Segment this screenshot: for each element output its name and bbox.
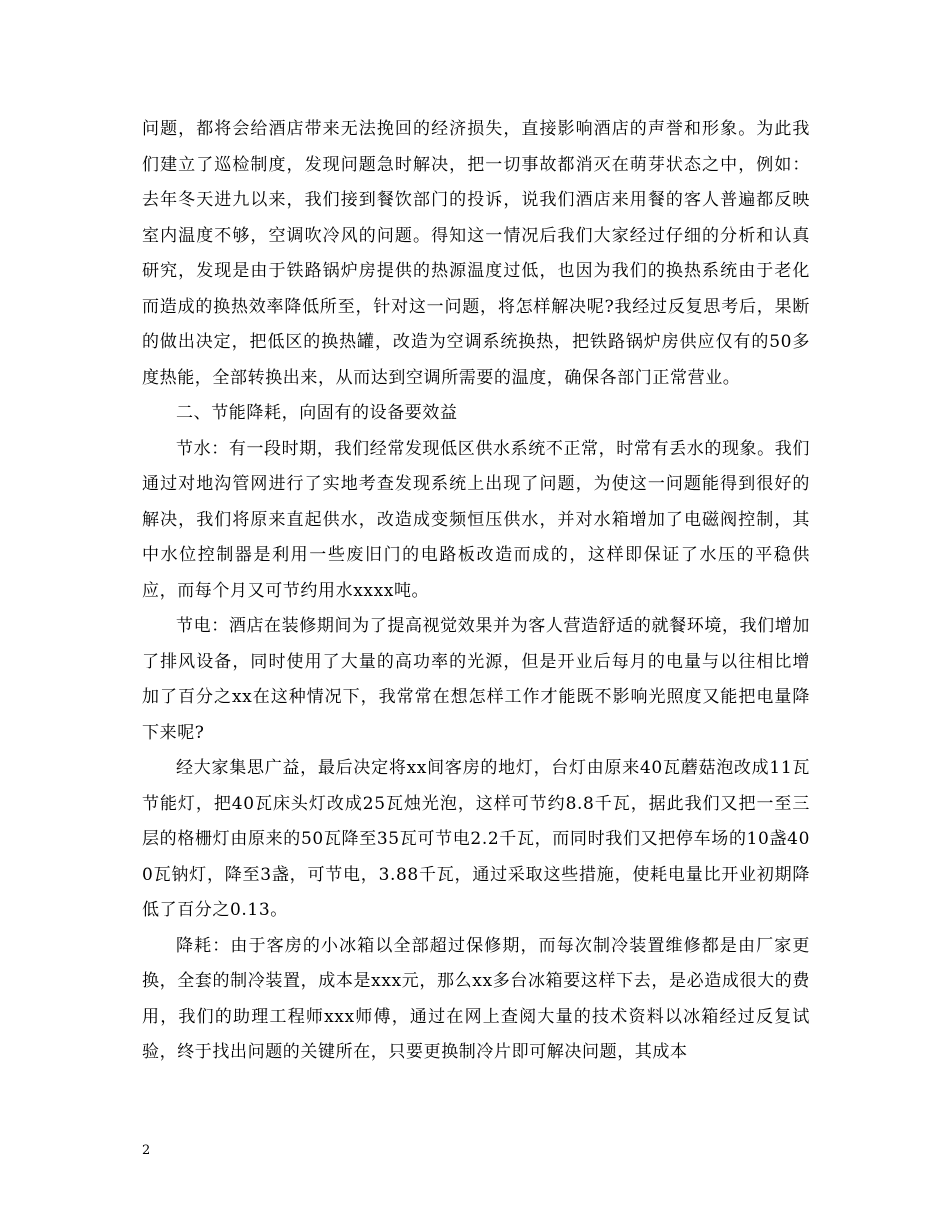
document-body [142,112,810,1071]
section-heading: 二、节能降耗，向固有的设备要效益 [176,403,458,423]
paragraph-lighting-measures: 经大家集思广益，最后决定将xx间客房的地灯，台灯由原来40瓦蘑菇泡改成11瓦节能灯，把40瓦床头灯改成25瓦烛光泡，这样可节约8.8千瓦，据此我们又把一至三层的格栅灯由原来的50瓦降至35瓦可节电2.2千瓦，而同时我们又把停车场的10盏400瓦钠灯，降至3盏，可节电，3.88千瓦，通过采取这些措施，使耗电量比开业初期降低了百分之0.13。 [142,758,810,920]
paragraph-power-saving: 节电：酒店在装修期间为了提高视觉效果并为客人营造舒适的就餐环境，我们增加了排风设备，同时使用了大量的高功率的光源，但是开业后每月的电量与以往相比增加了百分之xx在这种情况下，我常常在想怎样工作才能既不影响光照度又能把电量降下来呢? [142,616,810,743]
paragraph-consumption-reduction: 降耗：由于客房的小冰箱以全部超过保修期，而每次制冷装置维修都是由厂家更换，全套的制冷装置，成本是xxx元，那么xx多台冰箱要这样下去，是必造成很大的费用，我们的助理工程师xxx师傅，通过在网上查阅大量的技术资料以冰箱经过反复试验，终于找出问题的关键所在，只要更换制冷片即可解决问题，其成本 [142,935,810,1062]
page-number: 2 [142,1143,151,1158]
paragraph-water-saving: 节水：有一段时期，我们经常发现低区供水系统不正常，时常有丢水的现象。我们通过对地沟管网进行了实地考查发现系统上出现了问题，为使这一问题能得到很好的解决，我们将原来直起供水，改造成变频恒压供水，并对水箱增加了电磁阀控制，其中水位控制器是利用一些废旧门的电路板改造而成的，这样即保证了水压的平稳供应，而每个月又可节约用水xxxx吨。 [142,438,810,601]
paragraph-continuation: 问题，都将会给酒店带来无法挽回的经济损失，直接影响酒店的声誉和形象。为此我们建立了巡检制度，发现问题急时解决，把一切事故都消灭在萌芽状态之中，例如：去年冬天进九以来，我们接到餐饮部门的投诉，说我们酒店来用餐的客人普遍都反映室内温度不够，空调吹冷风的问题。得知这一情况后我们大家经过仔细的分析和认真研究，发现是由于铁路锅炉房提供的热源温度过低，也因为我们的换热系统由于老化而造成的换热效率降低所至，针对这一问题，将怎样解决呢?我经过反复思考后，果断的做出决定，把低区的换热罐，改造为空调系统换热，把铁路锅炉房供应仅有的50多度热能，全部转换出来，从而达到空调所需要的温度，确保各部门正常营业。 [142,119,810,388]
